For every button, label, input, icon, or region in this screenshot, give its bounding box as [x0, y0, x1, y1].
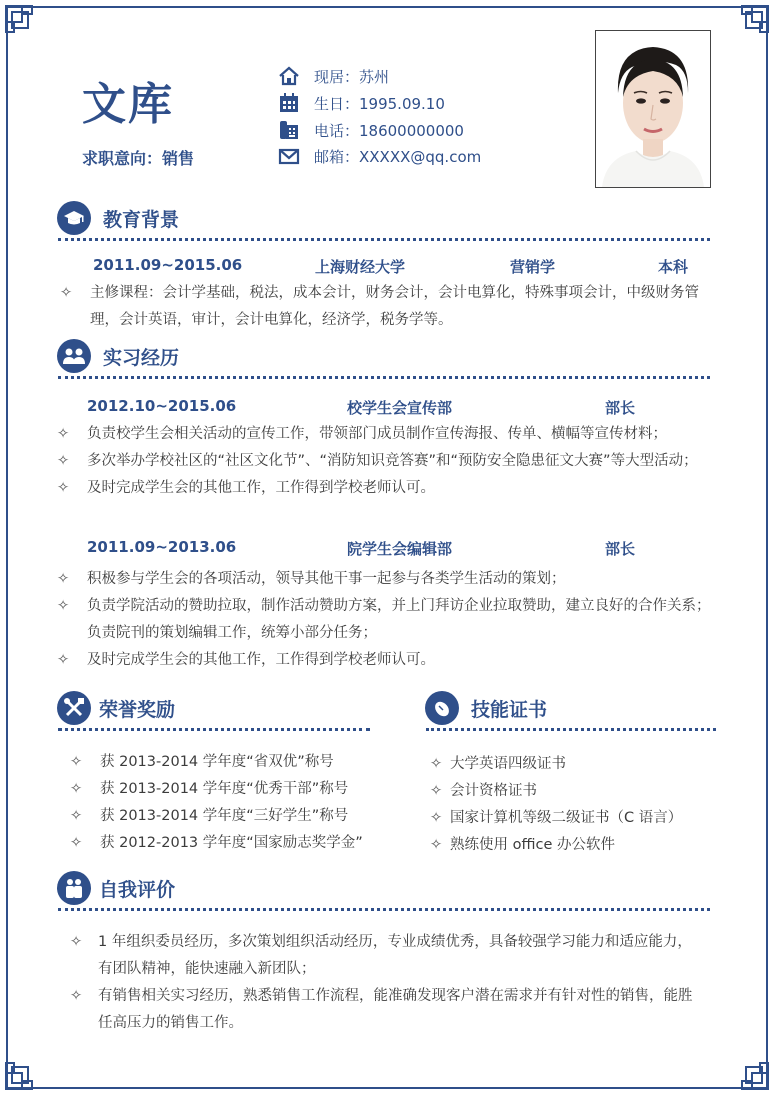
- list-item: [70, 929, 700, 983]
- self-list: [70, 929, 700, 1037]
- job-1-org: 校学生会宣传部: [347, 399, 453, 417]
- list-item-text: 获 2013-2014 学年度“三好学生”称号: [100, 808, 349, 824]
- education-row: [93, 256, 693, 277]
- education-bullet: [60, 280, 710, 334]
- job-2-org: 院学生会编辑部: [347, 540, 453, 558]
- mail-icon: [278, 145, 300, 167]
- honors-list: [70, 749, 390, 857]
- bullet-mark: ✧: [57, 652, 70, 668]
- list-item-text: 积极参与学生会的各项活动，领导其他干事一起参与各类学生活动的策划；: [87, 571, 566, 587]
- graduation-cap-icon: [57, 201, 91, 235]
- team-meeting-icon: [57, 339, 91, 373]
- bullet-mark: ✧: [430, 837, 443, 853]
- list-item: [57, 421, 717, 448]
- divider-education: [58, 238, 710, 241]
- bullet-mark: ✧: [430, 756, 443, 772]
- divider-self: [58, 908, 710, 911]
- contact-phone: [278, 118, 464, 142]
- contact-phone-text: 电话：18600000000: [314, 121, 464, 140]
- bullet-mark: ✧: [70, 754, 83, 770]
- list-item: [57, 647, 717, 674]
- mouse-icon: [425, 691, 459, 725]
- contact-location: [278, 64, 389, 88]
- education-degree: 本科: [658, 258, 689, 276]
- list-item-text: 会计资格证书: [450, 783, 537, 799]
- list-item: [430, 832, 720, 859]
- job-intent: 求职意向：销售: [82, 149, 195, 168]
- list-item: [430, 778, 720, 805]
- corner-ornament-bottom-left: [4, 1045, 50, 1091]
- bullet-mark: ✧: [60, 285, 73, 301]
- list-item-text: 负责校学生会相关活动的宣传工作，带领部门成员制作宣传海报、传单、横幅等宣传材料；: [87, 426, 667, 442]
- list-item-text: 国家计算机等级二级证书（C 语言）: [450, 810, 683, 826]
- contact-email-text: 邮箱：XXXXX@qq.com: [314, 147, 482, 166]
- list-item: [57, 448, 717, 475]
- list-item: [57, 475, 717, 502]
- list-item: [70, 803, 390, 830]
- calendar-icon: [278, 92, 300, 114]
- education-courses: 主修课程：会计学基础，税法，成本会计，财务会计，会计电算化，特殊事项会计，中级财务管理，会计英语，审计，会计电算化，经济学，税务学等。: [90, 285, 699, 328]
- list-item: [70, 749, 390, 776]
- section-honors-label: 荣誉奖励: [99, 698, 176, 721]
- phone-icon: [278, 119, 300, 141]
- corner-ornament-top-right: [724, 4, 770, 50]
- contact-birthday: [278, 91, 445, 115]
- job-1-role: 部长: [605, 399, 636, 417]
- list-item-text: 获 2012-2013 学年度“国家励志奖学金”: [100, 835, 363, 851]
- list-item-text: 负责学院活动的赞助拉取，制作活动赞助方案，并上门拜访企业拉取赞助，建立良好的合作关系；负责院刊的策划编辑工作，统筹小部分任务；: [87, 598, 711, 641]
- list-item-text: 及时完成学生会的其他工作，工作得到学校老师认可。: [87, 480, 435, 496]
- list-item-text: 获 2013-2014 学年度“省双优”称号: [100, 754, 334, 770]
- corner-ornament-top-left: [4, 4, 50, 50]
- job-2-row: [87, 538, 687, 559]
- education-dates: 2011.09~2015.06: [93, 256, 243, 274]
- portrait-image: [596, 31, 710, 187]
- job-1-bullets: [57, 421, 717, 502]
- divider-skills: [426, 728, 716, 731]
- list-item: [430, 751, 720, 778]
- section-internship-title: [57, 338, 179, 374]
- job-2-bullets: [57, 566, 717, 674]
- bullet-mark: ✧: [57, 453, 70, 469]
- section-skills-label: 技能证书: [471, 698, 548, 721]
- job-2-role: 部长: [605, 540, 636, 558]
- list-item: [70, 830, 390, 857]
- list-item-text: 获 2013-2014 学年度“优秀干部”称号: [100, 781, 349, 797]
- home-icon: [278, 65, 300, 87]
- section-self-title: [57, 870, 175, 906]
- list-item-text: 熟练使用 office 办公软件: [450, 837, 616, 853]
- job-1-row: [87, 397, 687, 418]
- corner-ornament-bottom-right: [724, 1045, 770, 1091]
- bullet-mark: ✧: [57, 480, 70, 496]
- list-item-text: 大学英语四级证书: [450, 756, 566, 772]
- list-item: [70, 983, 700, 1037]
- list-item: [57, 593, 717, 647]
- contact-birthday-text: 生日：1995.09.10: [314, 94, 445, 113]
- profile-photo: [595, 30, 711, 188]
- bullet-mark: ✧: [57, 426, 70, 442]
- job-1-dates: 2012.10~2015.06: [87, 397, 237, 415]
- bullet-mark: ✧: [70, 988, 83, 1004]
- section-self-label: 自我评价: [99, 878, 176, 901]
- resume-name: 文库: [82, 79, 174, 130]
- section-honors-title: [57, 690, 175, 726]
- list-item-text: 多次举办学校社区的“社区文化节”、“消防知识竞答赛”和“预防安全隐患征文大赛”等大型活动；: [87, 453, 698, 469]
- list-item: [70, 776, 390, 803]
- bullet-mark: ✧: [70, 835, 83, 851]
- education-school: 上海财经大学: [315, 258, 406, 276]
- section-skills-title: [425, 690, 547, 726]
- list-item-text: 及时完成学生会的其他工作，工作得到学校老师认可。: [87, 652, 435, 668]
- list-item-text: 有销售相关实习经历，熟悉销售工作流程，能准确发现客户潜在需求并有针对性的销售，能胜任高压力的销售工作。: [98, 988, 693, 1031]
- tools-icon: [57, 691, 91, 725]
- bullet-mark: ✧: [70, 808, 83, 824]
- section-education-title: [57, 200, 179, 236]
- contact-location-text: 现居：苏州: [314, 67, 390, 86]
- bullet-mark: ✧: [57, 571, 70, 587]
- section-internship-label: 实习经历: [103, 346, 180, 369]
- job-2-dates: 2011.09~2013.06: [87, 538, 237, 556]
- bullet-mark: ✧: [430, 810, 443, 826]
- education-major: 营销学: [510, 258, 556, 276]
- bullet-mark: ✧: [57, 598, 70, 614]
- section-education-label: 教育背景: [103, 208, 180, 231]
- divider-internship: [58, 376, 710, 379]
- bullet-mark: ✧: [430, 783, 443, 799]
- skills-list: [430, 751, 720, 859]
- bullet-mark: ✧: [70, 934, 83, 950]
- list-item: [430, 805, 720, 832]
- list-item: [57, 566, 717, 593]
- bullet-mark: ✧: [70, 781, 83, 797]
- list-item-text: 1 年组织委员经历，多次策划组织活动经历，专业成绩优秀，具备较强学习能力和适应能力，有团队精神，能快速融入新团队；: [98, 934, 692, 977]
- divider-honors: [58, 728, 370, 731]
- people-icon: [57, 871, 91, 905]
- contact-email: [278, 144, 481, 168]
